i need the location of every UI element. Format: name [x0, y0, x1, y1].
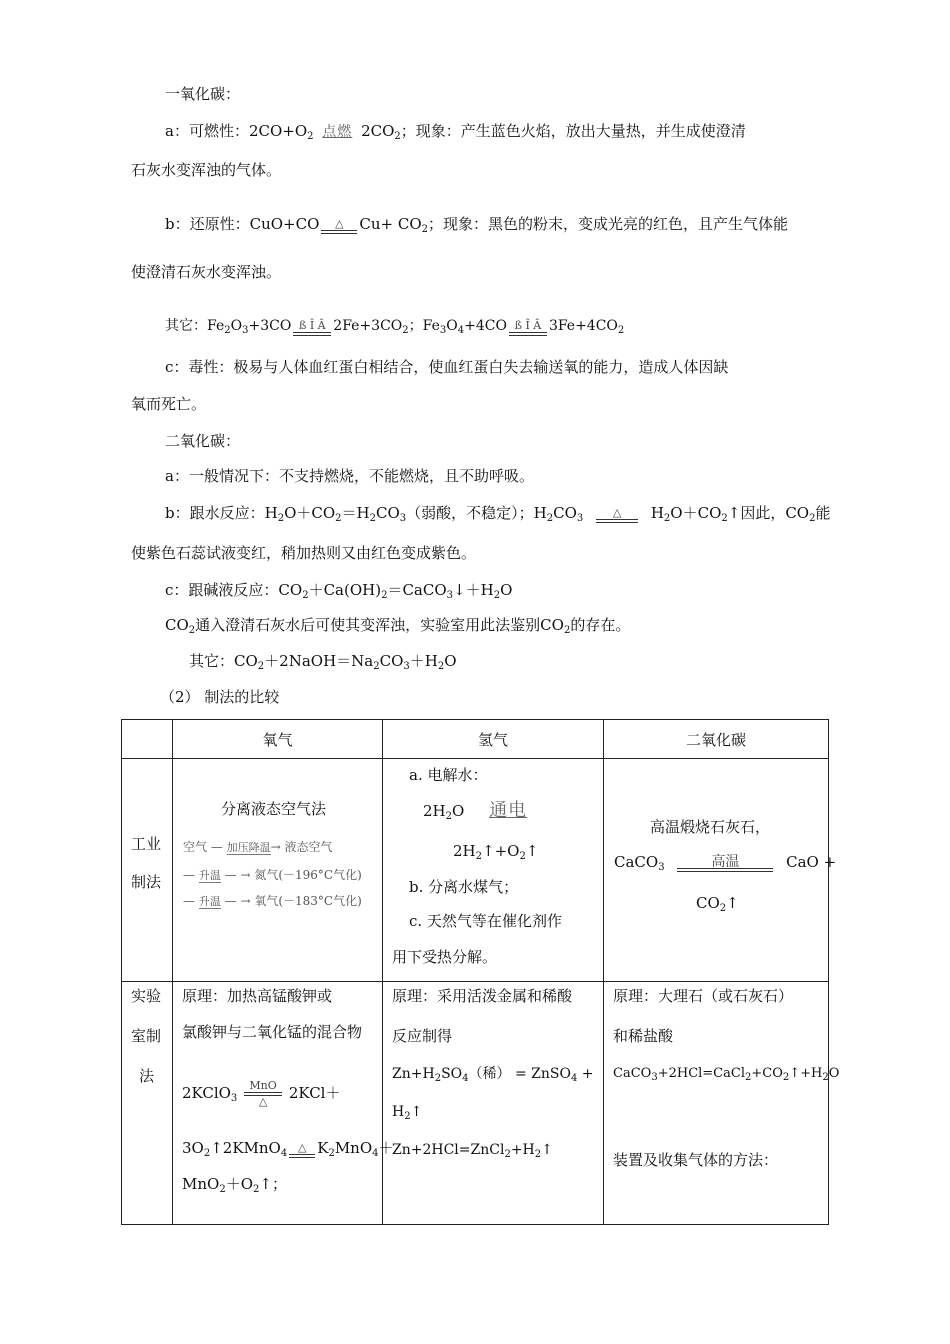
- section-2-title: （2） 制法的比较: [160, 688, 280, 706]
- o2-industry-step1: 空气 — 加压降温→ 液态空气: [183, 840, 333, 854]
- o2-lab-principle: 原理：加热高锰酸钾或: [182, 987, 333, 1005]
- header-hydrogen: 氢气: [383, 720, 604, 759]
- table-row-industry: [122, 759, 829, 982]
- o2-lab-eq3: $MnO_2+O_2↑$；: [182, 1175, 287, 1195]
- h2-natural-gas: c. 天然气等在催化剂作: [409, 912, 562, 930]
- co2-industry-eq: CaCO$_3$ 高温 CaO +: [614, 853, 837, 873]
- row-label-industry: 工业 制法: [122, 759, 173, 982]
- hydrogen-lab-cell: [383, 982, 604, 1225]
- co-reduction-product: Cu+ CO: [359, 215, 422, 233]
- co2-water-line2: 使紫色石蕊试液变红，稍加热则又由红色变成紫色。: [131, 544, 477, 562]
- hydrogen-industry-cell: [383, 759, 604, 982]
- co-toxicity-line2: 氧而死亡。: [131, 395, 207, 413]
- hightemp-condition: ß Î Â: [298, 319, 326, 332]
- o2-lab-principle-2: 氯酸钾与二氧化锰的混合物: [182, 1023, 363, 1041]
- o2-industry-title: 分离液态空气法: [221, 800, 327, 818]
- co2-industry-title: 高温煅烧石灰石，: [650, 818, 771, 836]
- co2-industry-product: $CO_2↑$: [696, 894, 739, 914]
- co-reduction-phenomenon: ；现象：黑色的粉末，变成光亮的红色，且产生气体能: [428, 215, 789, 233]
- heat-condition: △: [335, 217, 344, 230]
- co-reduction-line2: 使澄清石灰水变浑浊。: [131, 263, 282, 281]
- header-carbon-dioxide: 二氧化碳: [604, 720, 829, 759]
- comparison-table: [121, 719, 840, 1225]
- h2-electrolysis-eq: $2H_2O$ 通电: [423, 800, 528, 822]
- co-combustion-line: a：可燃性：$2CO+O_2$ 点燃 $2CO_2$；现象：产生蓝色火焰，放出大量热，并生成使澄清: [165, 122, 746, 142]
- h2-lab-principle-2: 反应制得: [392, 1027, 453, 1045]
- co-reduction-reactants: b：还原性：CuO+CO: [165, 215, 320, 233]
- table-row-lab: [122, 982, 829, 1225]
- co2-general-line: a：一般情况下：不支持燃烧，不能燃烧，且不助呼吸。: [165, 467, 534, 485]
- o2-industry-step3: — 升温 — → 氧气(－183°C气化): [183, 894, 362, 908]
- co2-base-line: c：跟碱液反应：$CO_2+Ca(OH)_2=CaCO_3↓+H_2O$: [165, 581, 513, 601]
- heat-condition-2: △: [612, 506, 622, 519]
- co2-naoh-line: 其它：$CO_2+2NaOH=Na_2CO_3+H_2O$: [189, 652, 457, 672]
- co-toxicity-line: c：毒性：极易与人体血红蛋白相结合，使血红蛋白失去输送氧的能力，造成人体因缺: [165, 358, 729, 376]
- co-combustion-phenomenon: ；现象：产生蓝色火焰，放出大量热，并生成使澄清: [400, 122, 746, 140]
- co-combustion-line2: 石灰水变浑浊的气体。: [131, 161, 282, 179]
- co-heading: 一氧化碳：: [165, 85, 241, 103]
- oxygen-lab-cell: [173, 982, 394, 1225]
- co2-lab-cell: [604, 982, 840, 1225]
- header-oxygen: 氧气: [173, 720, 383, 759]
- co-reduction-line: b：还原性：CuO+CO △ $Cu+ CO_2$；现象：黑色的粉末，变成光亮的红色，且产生气体能: [165, 215, 789, 235]
- co2-limewater-line: $CO_2$通入澄清石灰水后可使其变浑浊，实验室用此法鉴别$CO_2$的存在。: [165, 616, 631, 636]
- co-combustion-reactants: a：可燃性：2CO+O: [165, 122, 308, 140]
- corner-cell: [122, 720, 173, 759]
- o2-industry-step2: — 升温 — → 氮气(－196°C气化): [183, 868, 362, 882]
- co-combustion-product: 2CO: [361, 122, 395, 140]
- co2-lab-principle: 原理：大理石（或石灰石）: [613, 987, 794, 1005]
- o2-lab-eq1: 2KClO$_3$ MnO △ 2KCl＋: [182, 1079, 341, 1108]
- table-header-row: [122, 720, 829, 759]
- h2-electrolysis: a. 电解水：: [409, 766, 488, 784]
- h2-lab-eq1: $Zn+H_2SO_4$（稀） = ZnSO$_4$ +: [392, 1066, 594, 1084]
- co2-industry-cell: [604, 759, 837, 982]
- co2-lab-apparatus: 装置及收集气体的方法：: [613, 1151, 779, 1169]
- row-label-lab: 实验 室制 法: [122, 982, 173, 1225]
- h2-lab-principle: 原理：采用活泼金属和稀酸: [392, 987, 573, 1005]
- o2-lab-eq2: $3O_2↑2KMnO_4$ △ $K_2MnO_4+$: [182, 1139, 394, 1159]
- co2-lab-principle-2: 和稀盐酸: [613, 1027, 674, 1045]
- h2-electrolysis-products: $2H_2↑+O_2↑$: [453, 842, 539, 862]
- ignite-condition: 点燃: [322, 124, 353, 140]
- h2-lab-eq1-product: $H_2↑$: [392, 1104, 423, 1122]
- h2-lab-eq2: $Zn+2HCl=ZnCl_2+H_2↑$: [392, 1142, 553, 1160]
- co2-water-line: b：跟水反应：$H_2O+CO_2=H_2CO_3$（弱酸，不稳定）；$H_2CO_3$ △ $H_2O+CO_2↑$因此，$CO_2$能: [165, 504, 831, 524]
- h2-natural-gas-2: 用下受热分解。: [392, 948, 498, 966]
- oxygen-industry-cell: [173, 759, 383, 982]
- co2-lab-eq: $CaCO_3+2HCl=CaCl_2+CO_2↑+H_2O$: [613, 1066, 840, 1083]
- h2-water-gas: b. 分离水煤气；: [409, 878, 519, 896]
- co2-heading: 二氧化碳：: [165, 432, 241, 450]
- co-other-line: 其它：$Fe_2O_3+3CO$ ß Î Â $2Fe+3CO_2$；$Fe_3O_4+4CO$ ß Î Â $3Fe+4CO_2$: [165, 318, 625, 336]
